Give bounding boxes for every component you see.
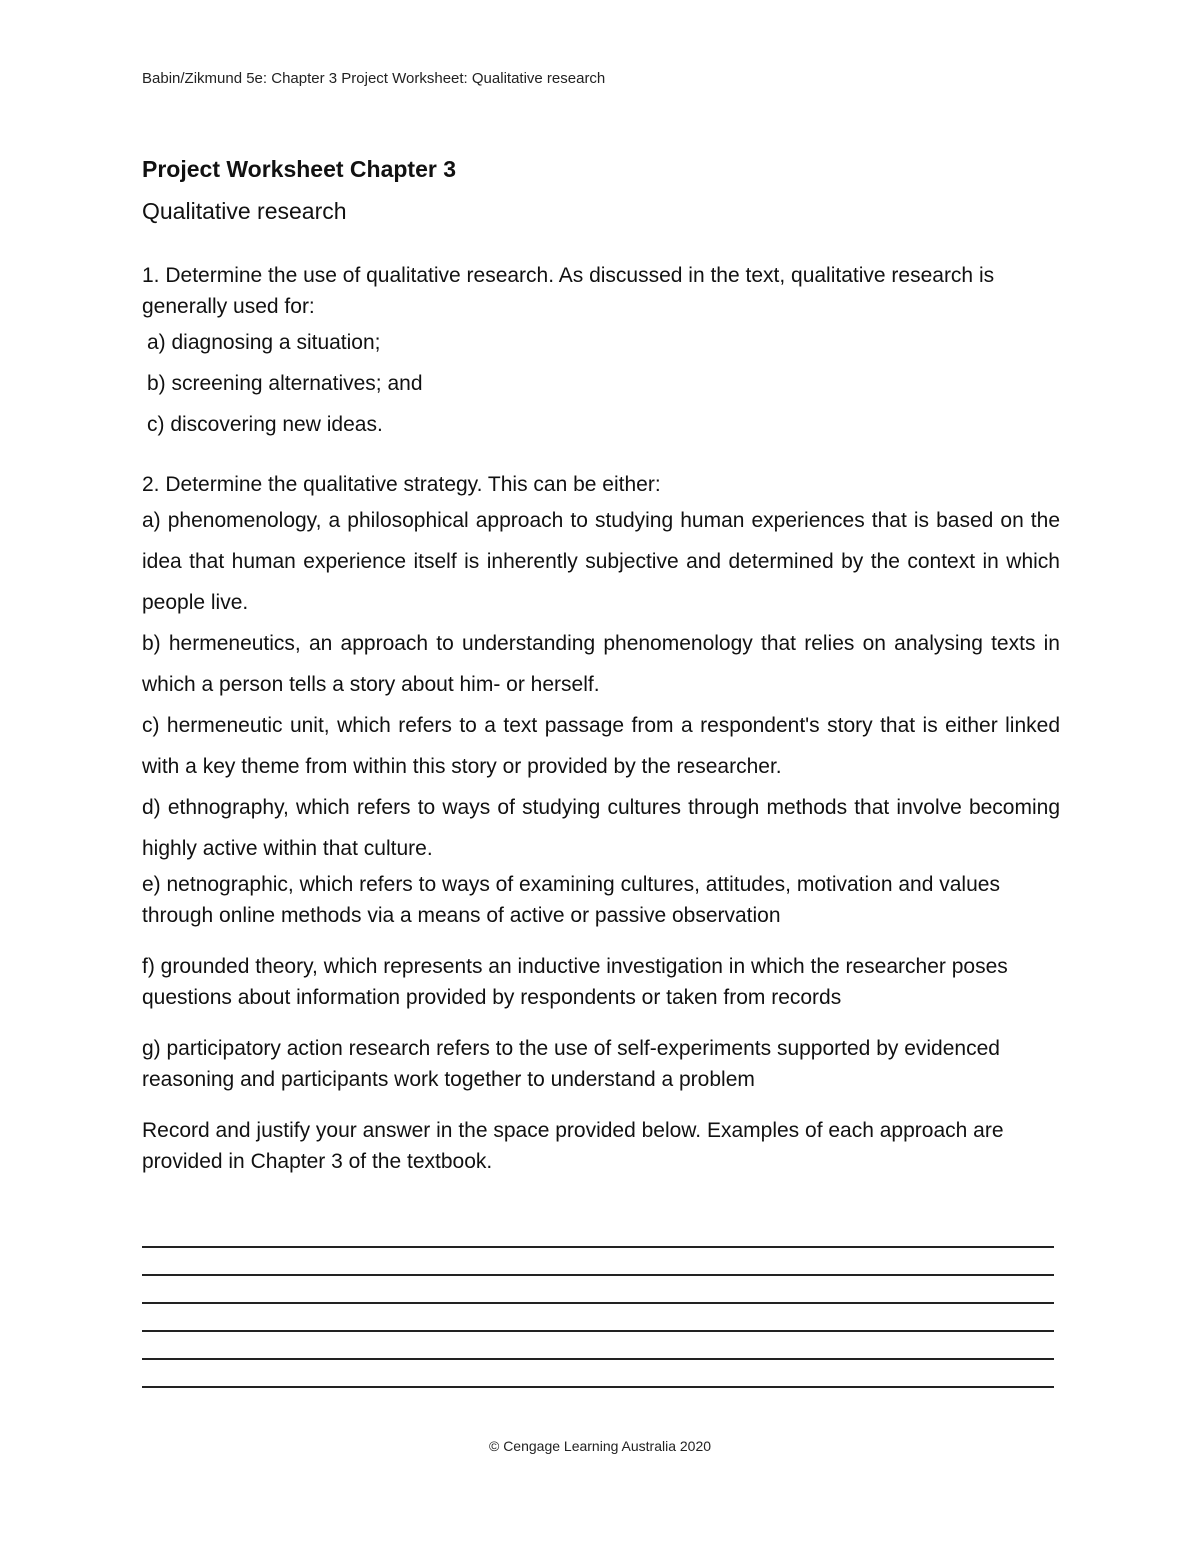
question-2-item-g: g) participatory action research refers to the use of self-experiments supported by evidenced reasoning and participants work together to understand a problem — [142, 1037, 1000, 1091]
page-subtitle: Qualitative research — [142, 198, 347, 224]
question-1-lead: 1. Determine the use of qualitative research. As discussed in the text, qualitative research is generally used for: — [142, 264, 995, 318]
worksheet-content — [142, 260, 1060, 1177]
question-2-item-e: e) netnographic, which refers to ways of examining cultures, attitudes, motivation and values through online methods via a means of active or passive observation — [142, 873, 1000, 927]
question-2-item-d: d) ethnography, which refers to ways of studying cultures through methods that involve becoming highly active within that culture. — [142, 796, 1060, 860]
question-2-item-c: c) hermeneutic unit, which refers to a text passage from a respondent's story that is either linked with a key theme from within this story or provided by the researcher. — [142, 714, 1060, 778]
answer-line[interactable] — [142, 1332, 1054, 1360]
running-header: Babin/Zikmund 5e: Chapter 3 Project Worksheet: Qualitative research — [142, 70, 606, 87]
page-title: Project Worksheet Chapter 3 — [142, 156, 457, 182]
question-2-item-b: b) hermeneutics, an approach to understanding phenomenology that relies on analysing texts in which a person tells a story about him- or herself. — [142, 632, 1060, 696]
answer-instructions: Record and justify your answer in the space provided below. Examples of each approach are provided in Chapter 3 of the textbook. — [142, 1119, 1004, 1173]
answer-line[interactable] — [142, 1304, 1054, 1332]
question-2-lead: 2. Determine the qualitative strategy. This can be either: — [142, 473, 661, 496]
answer-line[interactable] — [142, 1360, 1054, 1388]
copyright-footer: © Cengage Learning Australia 2020 — [488, 1438, 712, 1454]
answer-line[interactable] — [142, 1276, 1054, 1304]
question-1-item-b: b) screening alternatives; and — [147, 372, 423, 395]
question-1-item-a: a) diagnosing a situation; — [147, 331, 381, 354]
question-1-item-c: c) discovering new ideas. — [147, 413, 383, 436]
answer-lines[interactable] — [142, 1246, 1054, 1388]
question-2-item-a: a) phenomenology, a philosophical approach to studying human experiences that is based on the idea that human experience itself is inherently subjective and determined by the context in which people live. — [142, 509, 1060, 614]
answer-line[interactable] — [142, 1248, 1054, 1276]
question-2-item-f: f) grounded theory, which represents an inductive investigation in which the researcher poses questions about information provided by respondents or taken from records — [142, 955, 1008, 1009]
